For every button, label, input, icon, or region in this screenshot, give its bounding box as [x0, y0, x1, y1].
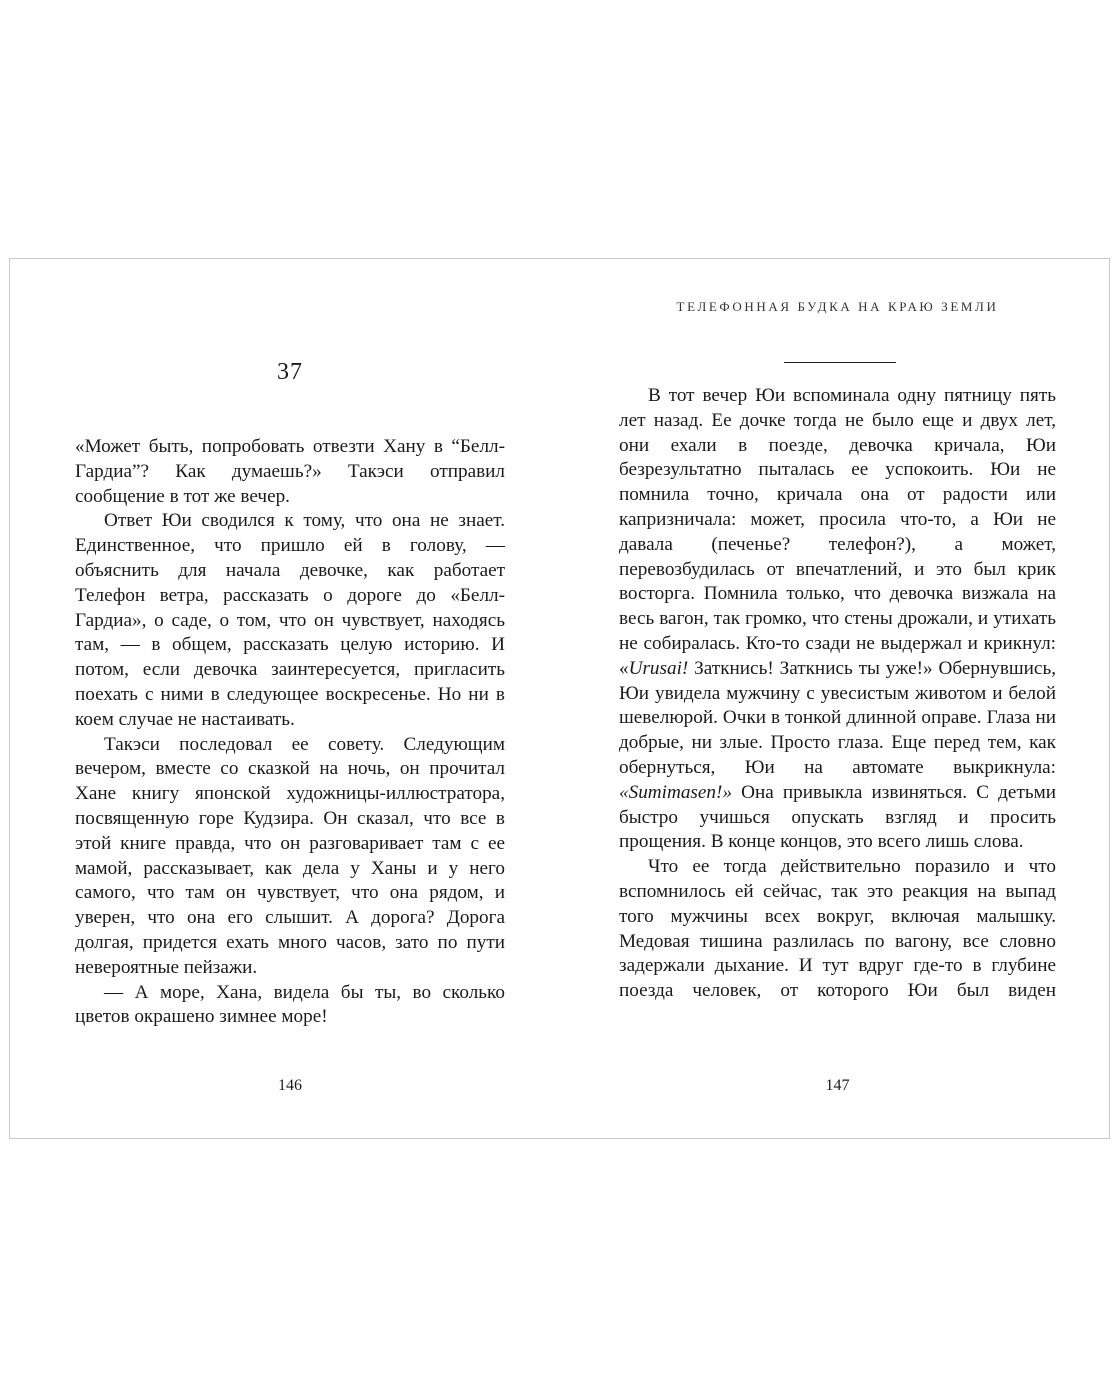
italic-text: Urusai!: [628, 657, 689, 679]
paragraph: — А море, Хана, видела бы ты, во сколько цветов окрашено зимнее море!: [75, 981, 505, 1028]
book-spread: [9, 258, 1110, 1139]
paragraph: Что ее тогда действительно поразило и что вспомнилось ей сейчас, так это реакция на выпад того мужчины всех вокруг, включая малышку. Медовая тишина разлилась по вагону, все словно задержали дыхание. И тут вдруг где-то в глубине поезда человек, от которого Юи был виден: [619, 856, 1056, 1002]
text-run: Она привыкла извиняться. С детьми быстро учишься опускать взгляд и просить прощения. В конце концов, это всего лишь слова.: [619, 781, 1056, 853]
paragraph: Такэси последовал ее совету. Следующим вечером, вместе со сказкой на ночь, он прочитал Хане книгу японской художницы-иллюстратора, посвященную горе Кудзира. Он сказал, что все в этой книге правда, что он разговаривает там с ее мамой, рассказывает, как дела у Ханы и у него самого, что там он чувствует, что она рядом, и уверен, что она его слышит. А дорога? Дорога долгая, придется ехать много часов, зато по пути невероятные пейзажи.: [75, 733, 505, 978]
chapter-number: 37: [277, 359, 303, 385]
paragraph: Ответ Юи сводился к тому, что она не знает. Единственное, что пришло ей в голову, — объяснить для начала девочке, как работает Телефон ветра, рассказать о дороге до «Белл-Гардиа», о саде, о том, что он чувствует, находясь там, — в общем, рассказать целую историю. И потом, если девочка заинтересуется, пригласить поехать с ними в следующее воскресенье. Но ни в коем случае не настаивать.: [75, 510, 505, 730]
italic-text: «Sumimasen!»: [619, 781, 732, 803]
right-page: [619, 259, 1056, 1138]
running-head: ТЕЛЕФОННАЯ БУДКА НА КРАЮ ЗЕМЛИ: [676, 299, 999, 314]
page-number-right: 147: [825, 1077, 850, 1094]
text-run: В тот вечер Юи вспоминала одну пятницу пять лет назад. Ее дочке тогда не было еще и двух лет, они ехали в поезде, девочка кричала, Юи безрезультатно пыталась ее успокоить. Юи не помнила точно, кричала она от радости или капризничала: может, просила что-то, а Юи не давала (печенье? телефон?), а может, перевозбудилась от впечатлений, и это был крик восторга. Помнила только, что девочка визжала на весь вагон, так громко, что стены дрожали, и утихать не собиралась. Кто-то сзади не выдержал и крикнул: «: [619, 385, 1056, 679]
left-page: [75, 259, 505, 1138]
page-number-left: 146: [278, 1077, 302, 1094]
right-page-body: [619, 384, 1056, 1004]
header-rule: [784, 362, 896, 363]
paragraph: [619, 384, 1056, 855]
text-run: Заткнись! Заткнись ты уже!» Обернувшись, Юи увидела мужчину с увесистым животом и белой шевелюрой. Очки в тонкой длинной оправе. Глаза ни добрые, ни злые. Просто глаза. Еще перед тем, как обернуться, Юи на автомате выкрикнула:: [619, 657, 1056, 778]
left-page-body: [75, 435, 505, 1030]
paragraph: «Может быть, попробовать отвезти Хану в “Белл-Гардиа”? Как думаешь?» Такэси отправил сообщение в тот же вечер.: [75, 436, 505, 507]
